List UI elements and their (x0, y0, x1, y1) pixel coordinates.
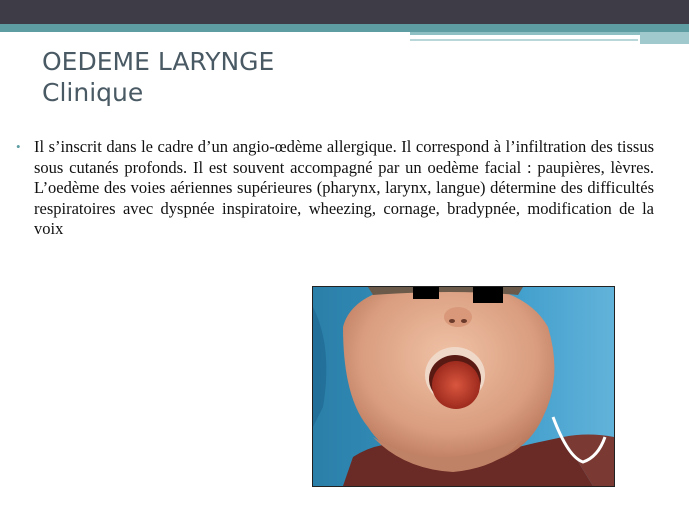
header-dark-band (0, 0, 689, 24)
slide-title (42, 46, 274, 108)
bullet-text: Il s’inscrit dans le cadre d’un angio-œdème allergique. Il correspond à l’infiltration des tissus sous cutanés profonds. Il est souvent accompagné par un oedème facial : paupières, lèvres. L’oedème des voies aériennes supérieures (pharynx, larynx, langue) détermine des difficultés respiratoires avec dyspnée inspiratoire, wheezing, cornage, bradypnée, modification de la voix (34, 137, 654, 238)
slide-title-line-2: Clinique (42, 78, 144, 107)
bullet-item (16, 137, 656, 240)
slide-title-line-1: OEDEME LARYNGE (42, 47, 275, 76)
clinical-photo (312, 286, 615, 487)
header-accent-line-2 (410, 39, 638, 41)
patient-face-illustration (313, 287, 614, 486)
header-teal-band (0, 24, 689, 32)
bullet-icon: • (16, 139, 21, 154)
header-accent-block (640, 32, 689, 44)
